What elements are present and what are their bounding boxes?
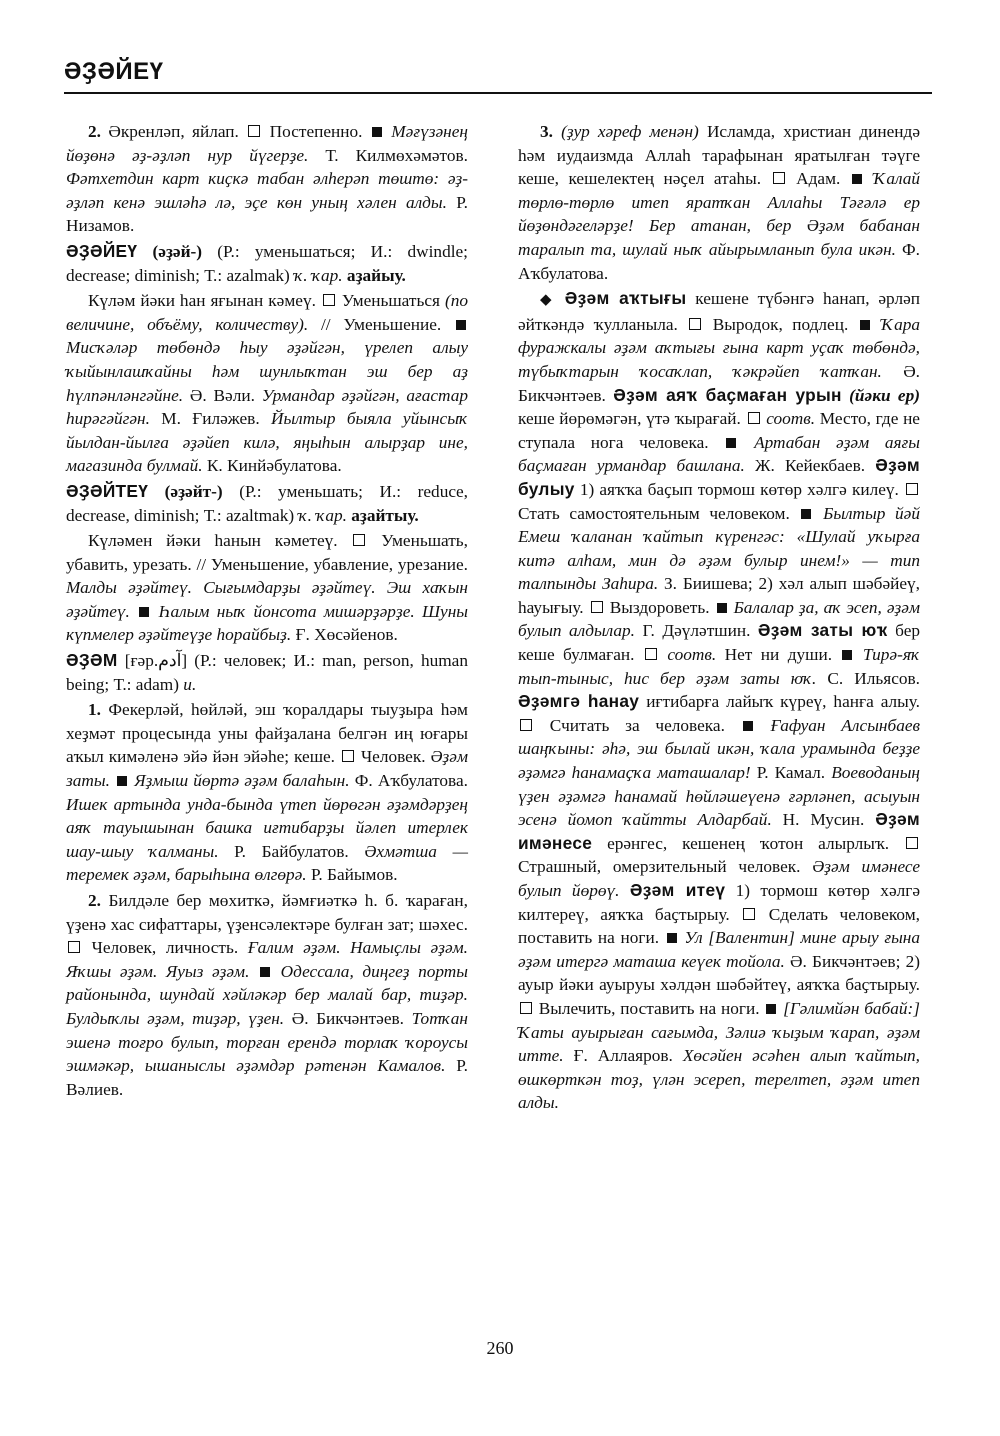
example: Һалым ныҡ йонсота мишәрҙәрҙе. Шуны күпмелер әҙәйтеүҙе һорайбыҙ. — [66, 601, 469, 645]
example-marker-icon — [766, 1004, 776, 1014]
source: М. Ғиләжев. — [161, 409, 260, 429]
example: Хөсәйен әсәһен алып ҡайтып, өшкөрткән тоҙ, үлән эсереп, терелтеп, әҙәм итеп алды. — [518, 1046, 920, 1113]
example: Былтыр йәй Емеш ҡаланан ҡайтып күренгәс: «Шулай уҡырға китә алһам, мин дә әҙәм булыр инем!» — тип талпынды Заһира. — [518, 503, 920, 594]
sense-2-paragraph — [66, 120, 468, 238]
source: Р. Байымов. — [310, 865, 398, 885]
cross-reference: аҙайыу. — [346, 265, 406, 285]
russian-note: (по величине, объёму, количеству). — [66, 291, 469, 334]
russian-equivalent: Человек, личность. — [91, 938, 239, 958]
phrase: Әҙәмгә һанау — [518, 691, 640, 712]
equivalents: (Р.: уменьшать; И.: reduce, decrease, diminish; Т.: azaltmak) — [66, 481, 468, 525]
example: Фәтхетдин карт киҫкә табан әлһерәп төштө: әҙ-әҙләп кенә эшләһә лә, эҫе көн уның хәлен алды. — [66, 169, 468, 212]
phrase: Әҙәм аҡтығы — [564, 288, 687, 309]
russian-equivalent: Уменьшаться — [341, 291, 440, 311]
definition: иғтибарға лайыҡ күреү, һанға алыу. — [646, 692, 920, 712]
example-marker-icon — [456, 320, 466, 330]
entry-azaieu — [66, 240, 468, 287]
definition: кешене түбәнгә һанап, әрләп әйткәндә ҡулланыла. — [518, 289, 920, 334]
definition: 1) аяҡҡа баҫып тормош көтөр хәлгә килеү. — [579, 479, 899, 499]
etymology-close: ] — [181, 651, 188, 671]
definition: Күләм йәки һан яғынан кәмеү. — [88, 291, 316, 311]
source: К. Кинйәбулатова. — [206, 456, 342, 476]
russian-equivalent: Нет ни души. — [724, 645, 833, 665]
sense-number: 2. — [88, 891, 101, 910]
headword: ӘҘӘЙТЕҮ — [66, 480, 149, 501]
headword: ӘҘӘЙЕҮ — [66, 240, 138, 261]
definition: Фекерләй, һөйләй, эш ҡоралдары тыуҙыра һәм хеҙмәт процесында уны файҙалана белгән иң юғары аҡыл кимәленә эйә йән эйәһе; кеше. — [66, 700, 468, 767]
source: Ф. Аҡбулатова. — [354, 771, 468, 791]
definition-paragraph — [66, 529, 468, 647]
example: Одессала, диңгеҙ порты районында, шундай хәйләкәр бер малай бар, тиҙәр. Булдыҡлы әҙәм, тиҙәр, үҙен. — [66, 961, 468, 1028]
source: С. Ильясов. — [827, 668, 920, 688]
example-marker-icon — [743, 721, 753, 731]
example-marker-icon — [717, 603, 727, 613]
sense-3-paragraph — [518, 120, 920, 285]
page-header — [64, 58, 932, 94]
example-marker-icon — [372, 127, 382, 137]
entry-azaiteu — [66, 480, 468, 527]
source: Ә. Бикчәнтәев; — [790, 951, 901, 971]
example: Ғафуан Алсынбаев шаңҡыны: әһә, эш былай икән, ҡала урамында беҙҙе әҙәмгә һанамаҫҡа маташалар! — [518, 715, 921, 783]
russian-marker-icon — [520, 719, 532, 731]
usage-note: (ҙур хәреф менән) — [561, 122, 699, 141]
etymology: [ғәр. — [124, 651, 159, 671]
part-of-speech: и. — [183, 674, 197, 694]
example: Ғалим әҙәм. Намыҫлы әҙәм. Яҡшы әҙәм. Яуыз әҙәм. — [66, 938, 468, 981]
part-of-speech: ҡ. ҡар. — [294, 265, 343, 285]
example: Әҙәм имәнесе булып йөрөү. — [518, 857, 920, 900]
russian-equivalent: Адам. — [796, 169, 841, 189]
russian-equivalent: Вылечить, поставить на ноги. — [538, 998, 760, 1018]
definition: ерәнгес, кешенең ҡотон алырлыҡ. — [607, 833, 890, 853]
example: Мисҡәләр төбөндә һыу әҙәйгән, үрелеп алыу ҡыйынлашҡайны һәм шунлыҡтан эш бер аҙ һүлпәнләнгәйне. — [66, 338, 468, 405]
phrase-note: (йәки ер) — [849, 385, 920, 405]
headword: ӘҘӘМ — [66, 650, 118, 671]
sense-1-paragraph — [66, 698, 468, 887]
source: Ғ. Хөсәйенов. — [295, 625, 398, 645]
russian-marker-icon — [591, 601, 603, 613]
correspondence-label: соотв. — [766, 409, 816, 429]
source: Ә. Бикчәнтәев. — [518, 361, 920, 405]
russian-marker-icon — [68, 941, 80, 953]
russian-marker-icon — [906, 837, 918, 849]
example-marker-icon — [667, 933, 677, 943]
example-marker-icon — [260, 967, 270, 977]
equivalents: (Р.: человек; И.: man, person, human being; Т.: adam) — [66, 651, 468, 694]
russian-equivalent: Выздороветь. — [609, 597, 710, 617]
russian-marker-icon — [773, 172, 785, 184]
russian-equivalent: Человек. — [360, 747, 426, 767]
header-rule — [64, 92, 932, 94]
example: Әҙәм заты. — [66, 747, 468, 791]
russian-marker-icon — [743, 908, 755, 920]
source: Т. Килмөхәмәтов. — [325, 145, 468, 165]
russian-equivalent: Считать за человека. — [549, 715, 725, 735]
sense-number: 1. — [88, 700, 101, 720]
page-number: 260 — [486, 1338, 514, 1358]
definition: Исламда, христиан динендә һәм иудаизмда Аллаһ тарафынан яратылған тәүге кеше, кешелектең нәҫел атаһы. — [518, 122, 920, 189]
source: Р. Низамов. — [66, 192, 468, 236]
example: [Гәлимйән бабай:] Ҡаты ауырыған сағымда, Зәлиә ҡыҙым ҡарап, әҙәм итте. — [518, 998, 920, 1066]
example: Артабан әҙәм аяғы баҫмаған урмандар башлана. — [518, 432, 920, 476]
phrase: Әҙәм имәнесе — [518, 809, 920, 853]
phraseology-paragraph — [518, 287, 920, 1115]
russian-equivalent: Уменьшать, убавить, урезать. // Уменьшение, убавление, урезание. — [66, 531, 468, 574]
example: Урмандар әҙәйгән, ағастар һирәгәйгән. — [66, 385, 469, 429]
definition: 2) ауыр йәки ауыруы хәлдән шәбәйтеү, аяҡҡа баҫтырыу. — [518, 951, 920, 995]
sense-2-paragraph — [66, 889, 468, 1101]
example-marker-icon — [139, 607, 149, 617]
example: Тотҡан эшенә тоғро булып, торған ерендә торлаҡ ҡороусы эшмәкәр, ышаныслы әҙәмдәр рәтенән Камалов. — [66, 1008, 468, 1076]
source: З. Биишева; — [664, 574, 753, 594]
source: Ж. Кейекбаев. — [755, 456, 866, 476]
diamond-icon: ◆ — [540, 292, 556, 309]
example: Яҙмыш йөртә әҙәм балаһын. — [134, 771, 350, 791]
example: Йылтыр быяла уйынсыҡ йылдан-йылға әҙәйеп килә, яңыһын алырҙар ине, магазинда булмай. — [66, 409, 469, 476]
russian-equivalent: Сделать человеком, поставить на ноги. — [518, 904, 920, 948]
left-column — [66, 120, 468, 1103]
example: Ҡалай төрлө-төрлө итеп яратҡан Аллаһы Тәғәлә ер йөҙөндәгеләрҙе! Бер атанан, бер Әҙәм бабанан таралып та, шулай ныҡ айырымланып була икән. — [518, 169, 920, 259]
source: Ә. Бикчәнтәев. — [291, 1008, 404, 1028]
russian-marker-icon — [248, 125, 260, 137]
example: Малды әҙәйтеү. Сығымдарҙы әҙәйтеү. Эш хаҡын әҙәйтеү. — [66, 578, 468, 621]
grammar-form: (әҙәй-) — [152, 241, 203, 261]
source: Р. Байбулатов. — [234, 841, 349, 861]
example: Мәғүзәнең йөҙөнә әҙ-әҙләп нур йүгерҙе. — [66, 122, 468, 165]
example: Ул [Валентин] мине арыу ғына әҙәм итергә маташа кеүек тойола. — [518, 928, 921, 971]
example-marker-icon — [842, 650, 852, 660]
entry-azam — [66, 649, 468, 696]
source: Р. Камал. — [756, 763, 826, 783]
phrase: Әҙәм заты юҡ — [757, 620, 888, 641]
sense-number: 3. — [540, 122, 553, 141]
example-marker-icon — [726, 438, 736, 448]
cross-reference: аҙайтыу. — [351, 505, 419, 525]
russian-equivalent: Постепенно. — [269, 122, 363, 141]
definition: 1) тормош көтөр хәлгә килтереү, аяҡҡа баҫтырыу. — [518, 881, 920, 924]
example: Әхмәтша — теремек әҙәм, барыһына өлгөрә. — [66, 841, 468, 885]
russian-marker-icon — [353, 534, 365, 546]
definition: Әкренләп, яйлап. — [108, 122, 239, 141]
example: Тирә-яҡ тып-тыныс, һис бер әҙәм заты юҡ. — [518, 645, 920, 688]
russian-equivalent: Стать самостоятельным человеком. — [518, 503, 790, 523]
source: Р. Вәлиев. — [66, 1056, 468, 1099]
example: Балалар ҙа, аҡ эсеп, әҙәм булып алдылар. — [518, 597, 920, 641]
example: Воеводаның үҙен әҙәмгә һанамай һөйләшеүенә ғәрләнеп, асыуын эсенә йомоп ҡайтты Алдарбай. — [518, 763, 920, 830]
phrase: Әҙәм итеү — [629, 880, 726, 900]
example: Ҡара фуражкалы әҙәм аҡтығы ғына карт уҫаҡ төбөндә, түбыҡтарын ҡосаҡлап, ҡәкрәйеп ҡатҡан. — [518, 314, 921, 381]
definition: Күләмен йәки һанын кәметеү. — [88, 531, 338, 551]
example-marker-icon — [801, 509, 811, 519]
right-column — [518, 120, 920, 1117]
russian-marker-icon — [748, 412, 760, 424]
example-marker-icon — [860, 320, 870, 330]
sense-number: 2. — [88, 122, 101, 141]
phrase: Әҙәм аяҡ баҫмаған урын — [613, 384, 842, 405]
definition: 2) хәл алып шәбәйеү, һауығыу. — [518, 574, 920, 617]
definition: бер кеше булмаған. — [518, 621, 921, 665]
equivalents: (Р.: уменьшаться; И.: dwindle; decrease; diminish; Т.: azalmak) — [66, 241, 468, 285]
definition: Билдәле бер мөхиткә, йәмғиәткә һ. б. ҡараған, үҙенә хас сифаттары, үҙенсәлектәре булған зат; шәхес. — [66, 891, 468, 934]
russian-marker-icon — [906, 483, 918, 495]
russian-marker-icon — [323, 294, 335, 306]
phrase: Әҙәм булыу — [518, 455, 920, 499]
arabic-form: آدم — [158, 651, 182, 671]
source: Ә. Вәли. — [189, 385, 255, 405]
russian-equivalent: Место, где не ступала нога человека. — [518, 409, 920, 452]
russian-marker-icon — [520, 1002, 532, 1014]
russian-marker-icon — [689, 318, 701, 330]
running-head: ӘҘӘЙЕҮ — [64, 58, 164, 85]
russian-equivalent: Выродок, подлец. — [712, 314, 849, 334]
source: Г. Дәүләтшин. — [642, 621, 751, 641]
russian-marker-icon — [342, 750, 354, 762]
definition: кеше йөрөмәгән, үтә ҡырағай. — [518, 409, 741, 429]
definition-paragraph — [66, 289, 468, 478]
part-of-speech: ҡ. ҡар. — [298, 505, 347, 525]
correspondence-label: соотв. — [667, 645, 717, 665]
example-marker-icon — [852, 174, 862, 184]
example: Ишек артында унда-бында үтеп йөрөгән әҙәмдәрҙең аяҡ тауышынан башка иғтибарҙы йәлеп итерлек шау-шыу ҡалманы. — [66, 794, 468, 861]
source: Ф. Аҡбулатова. — [518, 239, 920, 283]
source: Н. Мусин. — [782, 810, 865, 830]
russian-equivalent: Страшный, омерзительный человек. — [518, 857, 801, 877]
russian-marker-icon — [645, 648, 657, 660]
source: Ғ. Аллаяров. — [573, 1046, 673, 1066]
russian-equivalent: // Уменьшение. — [320, 314, 442, 334]
grammar-form: (әҙәйт-) — [164, 481, 223, 501]
example-marker-icon — [117, 776, 127, 786]
